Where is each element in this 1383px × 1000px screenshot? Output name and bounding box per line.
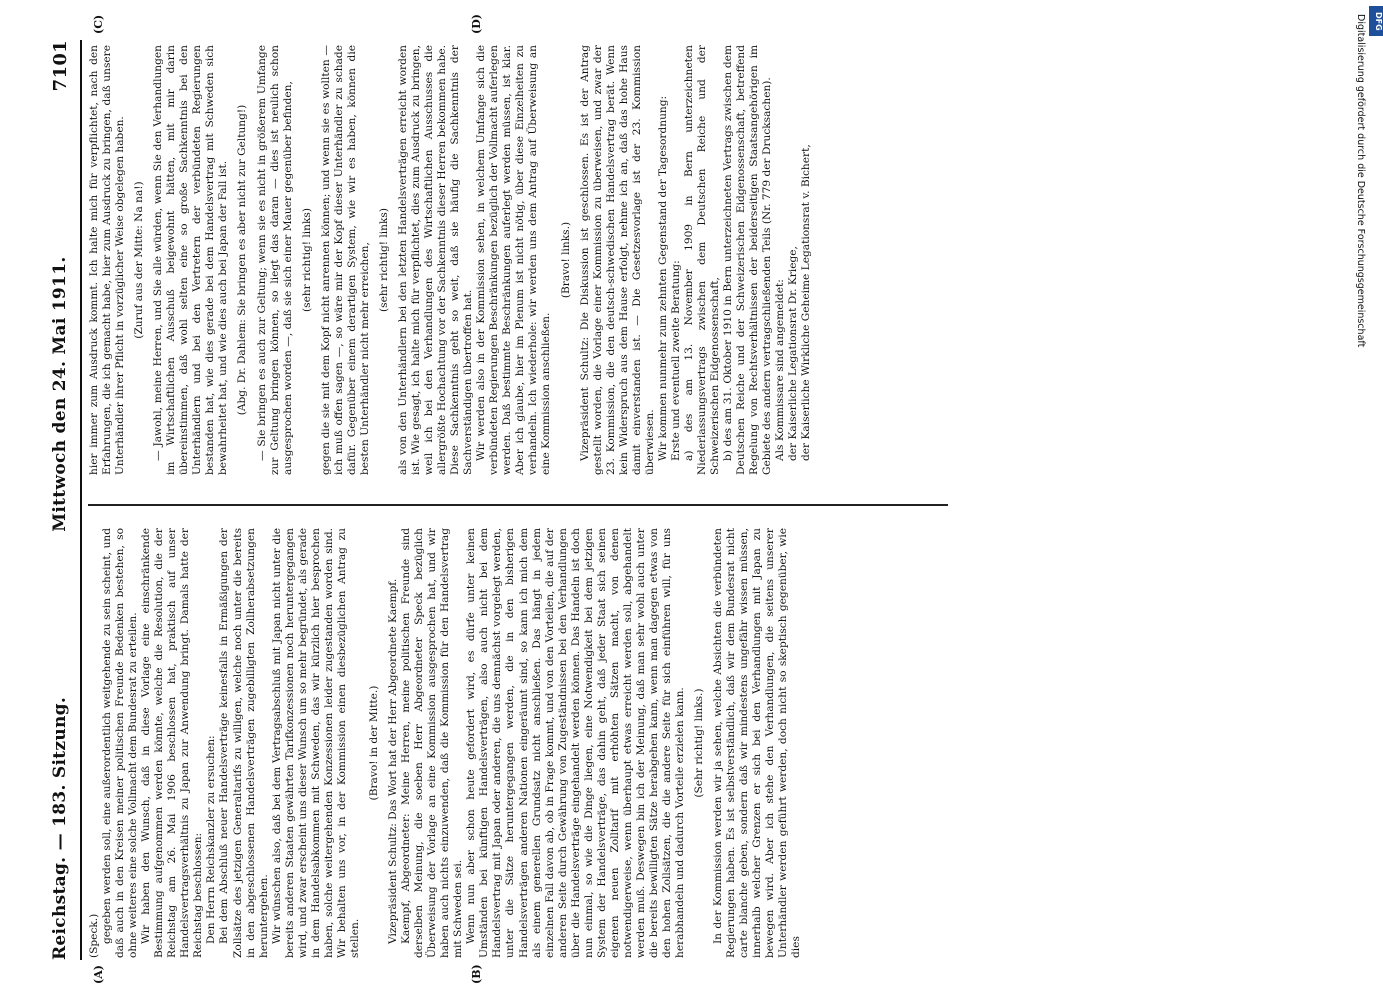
margin-mark-d: (D) xyxy=(470,14,483,34)
header-rule xyxy=(80,40,82,960)
paragraph: der Kaiserliche Wirkliche Geheime Legationsrat v. Bichert, xyxy=(800,144,813,461)
paragraph: hier immer zum Ausdruck kommt. Ich halte mich für verpflichtet, nach den Erfahrungen, die ich gemacht habe, hier zum Ausdruck zu bringen, daß unsere Unterhändler ihrer Pflicht in vorzüglicher Weise obgelegen haben. xyxy=(88,45,127,475)
paragraph: gegeben werden soll, eine außerordentlich weitgehende zu sein scheint, und daß auch in den Kreisen meiner politischen Freunde Bedenken bestehen, so ohne weiteres eine solche Vollmacht dem Bundesrat zu erteilen. xyxy=(101,528,140,958)
page-header xyxy=(46,40,74,960)
paragraph: (Bravo! in der Mitte.) xyxy=(367,685,380,801)
paragraph: — Jawohl, meine Herren, und Sie alle würden, wenn Sie den Verhandlungen im Wirtschaftlichen Ausschuß beigewohnt hätten, mit mir darin übereinstimmen, daß wohl selten eine so große Sachkenntnis bei den Unterhändlern und bei den Vertretern der verbündeten Regierungen bestanden hat, wie dies gerade bei dem Handelsvertrag mit Schweden sich bewahrheitet hat, und wie dies auch bei Japan der Fall ist. xyxy=(152,45,230,475)
paragraph: (Sehr richtig! links.) xyxy=(693,688,706,798)
paragraph: Kaempf, Abgeordneter: Meine Herren, meine politischen Freunde sind derselben Meinung, die soeben Herr Abgeordneter Speck bezüglich Überweisung der Vorlage an eine Kommission ausgesprochen hat, und wir haben auch nichts einzuwenden, daß die Kommission für den Handelsvertrag mit Schweden sei. xyxy=(400,528,465,958)
margin-mark-b: (B) xyxy=(470,964,483,984)
paragraph: Vizepräsident Schultz: Das Wort hat der Herr Abgeordnete Kaempf. xyxy=(387,578,400,944)
paragraph: — Sie bringen es auch zur Geltung; wenn sie es nicht in größerem Umfange zur Geltung bringen können, so liegt das daran — dies ist neulich schon ausgesprochen worden —, daß sie sich einer Mauer gegenüber befinden, xyxy=(255,45,294,475)
paragraph: Erste und eventuell zweite Beratung: xyxy=(669,260,682,461)
paragraph: Wenn nun aber schon heute gefordert wird, es dürfe unter keinen Umständen bei künftigen Handelsverträgen, also auch nicht bei dem Handelsvertrag mit Japan oder anderen, die uns demnächst vorgelegt werden, unter die Sätze heruntergegangen werden, die in den bisherigen Handelsverträgen anderen Nationen eingeräumt sind, so kann ich mich dem als einem generellen Grundsatz nicht anschließen. Das hängt in jedem einzelnen Fall davon ab, ob in Frage kommt, und von den Vorteilen, die auf der anderen Seite durch Gewährung von Zugeständnissen bei den Verhandlungen über die Handelsverträge eingehandelt werden können. Das Handeln ist doch nun einmal, so wie die Dinge liegen, eine Notwendigkeit bei dem jetzigen System der Handelsverträge, das dahin geht, daß jeder Staat sich seinen eigenen neuen Zolltarif mit erhöhten Sätzen macht, von denen notwendigerweise, wenn überhaupt etwas erreicht werden soll, abgehandelt werden muß. Deswegen bin ich der Meinung, daß man sehr wohl auch unter die bereits bewilligten Sätze herabgehen kann, wenn man dagegen etwas von den hohen Zollsätzen, die die andere Seite für sich einführen will, für uns herabhandeln und dadurch Vorteile erzielen kann. xyxy=(465,528,687,958)
paragraph: Vizepräsident Schultz: Die Diskussion ist geschlossen. Es ist der Antrag gestellt worden, die Vorlage einer Kommission zu überweisen, und zwar der 23. Kommission, die den deutsch-schwedischen Handelsvertrag berät. Wenn kein Widerspruch aus dem Hause erfolgt, nehme ich an, daß das hohe Haus damit einverstanden ist. — Die Gesetzesvorlage ist der 23. Kommission überwiesen. xyxy=(578,45,656,475)
right-column xyxy=(88,45,813,475)
paragraph: Wir kommen nunmehr zum zehnten Gegenstand der Tagesordnung: xyxy=(656,95,669,461)
paragraph: (Bravo! links.) xyxy=(559,221,572,299)
paragraph: Wir wünschen also, daß bei dem Vertragsabschluß mit Japan nicht unter die bereits anderen Staaten gewährten Tarifkonzessionen noch heruntergegangen wird, und zwar erscheint uns dieser Wunsch um so mehr begründet, als gerade in dem Handelsabkommen mit Schweden, das wir kürzlich hier besprochen haben, solche weitergehenden Konzessionen leider zugestanden worden sind. Wir behalten uns vor, in der Kommission einen diesbezüglichen Antrag zu stellen. xyxy=(270,528,361,958)
left-column xyxy=(88,528,803,958)
paragraph: (sehr richtig! links) xyxy=(300,208,313,312)
paragraph: gegen die sie mit dem Kopf nicht anrennen können; und wenn sie es wollten — ich muß offen sagen —, so wäre mir der Kopf dieser Unterhändler zu schade dafür. Gegenüber einem derartigen System, wie wir es haben, können die besten Unterhändler nicht mehr erreichen, xyxy=(319,45,371,475)
margin-mark-a: (A) xyxy=(92,965,105,984)
paragraph: der Kaiserliche Legationsrat Dr. Kriege, xyxy=(787,246,800,461)
header-date: Mittwoch den 24. Mai 1911. xyxy=(50,256,70,532)
dfg-logo: DFG xyxy=(1369,6,1383,36)
paragraph: Den Herrn Reichskanzler zu ersuchen: xyxy=(205,735,218,944)
paragraph: Als Kommissare sind angemeldet: xyxy=(774,279,787,461)
paragraph: als von den Unterhändlern bei den letzten Handelsverträgen erreicht worden ist. Wie gesagt, ich halte mich für verpflichtet, dies zum Ausdruck zu bringen, weil ich bei den Verhandlungen des Wirtschaftlichen Ausschusses die allergrößte Hochachtung vor der Sachkenntnis dieser Herren bekommen habe. Diese Sachkenntnis geht so weit, daß sie häufig die Sachkenntnis der Sachverständigen übertroffen hat. xyxy=(396,45,475,475)
paragraph: (Abg. Dr. Dahlem: Sie bringen es aber nicht zur Geltung!) xyxy=(236,104,249,416)
paragraph: In der Kommission werden wir ja sehen, welche Absichten die verbündeten Regierungen haben. Es ist selbstverständlich, daß wir dem Bundesrat nicht carte blanche geben, sondern daß wir mindestens ungefähr wissen müssen, innerhalb welcher Grenzen er sich bei den Verhandlungen mit Japan zu bewegen wird. Aber ich stehe den Verhandlungen, die seitens unserer Unterhändler werden geführt werden, doch nicht so skeptisch gegenüber, wie dies xyxy=(712,528,803,958)
column-divider xyxy=(88,505,948,507)
paragraph: (Speck.) xyxy=(88,913,100,958)
paragraph: Bei dem Abschluß neuer Handelsverträge keinesfalls in Ermäßigungen der Zollsätze des jetzigen Generaltarifs zu willigen, welche noch unter die bereits in den abgeschlossenen Handelsverträgen zugebilligten Zollherabsetzungen heruntergehen. xyxy=(218,528,270,958)
paragraph: Wir haben den Wunsch, daß in diese Vorlage eine einschränkende Bestimmung aufgenommen werden könnte, welche die Resolution, die der Reichstag am 26. Mai 1906 beschlossen hat, praktisch auf unser Handelsvertragsverhältnis zu Japan zur Anwendung bringt. Damals hatte der Reichstag beschlossen: xyxy=(140,528,205,958)
paragraph: (Zuruf aus der Mitte: Na na!) xyxy=(133,181,146,339)
page-number: 7101 xyxy=(49,40,71,92)
paragraph: (sehr richtig! links) xyxy=(377,208,390,312)
header-left: Reichstag. — 183. Sitzung. xyxy=(50,696,70,960)
margin-mark-c: (C) xyxy=(92,14,105,34)
paragraph: a) des am 13. November 1909 in Bern unterzeichneten Niederlassungsvertrags zwischen dem Deutschen Reiche und der Schweizerischen Eidgenossenschaft, xyxy=(682,45,722,475)
paragraph: b) des am 31. Oktober 1910 in Bern unterzeichneten Vertrags zwischen dem Deutschen Reiche und der Schweizerischen Eidgenossenschaft, betreffend Regelung von Rechtsverhältnissen der beiderseitigen Staatsangehörigen im Gebiete des andern vertragschließenden Teils (Nr. 779 der Drucksachen). xyxy=(722,45,774,475)
paragraph: Wir werden also in der Kommission sehen, in welchem Umfange sich die verbündeten Regierungen Beschränkungen bezüglich der Vollmacht auferlegen werden. Daß bestimmte Beschränkungen auferlegt werden müssen, ist klar. Aber ich glaube, hier im Plenum ist nicht nötig, über diese Einzelheiten zu verhandeln. Ich wiederhole: wir werden uns dem Antrag auf Überweisung an eine Kommission anschließen. xyxy=(475,45,553,475)
digitization-credit: Digitalisierung gefördert durch die Deutsche Forschungsgemeinschaft xyxy=(1355,14,1366,348)
